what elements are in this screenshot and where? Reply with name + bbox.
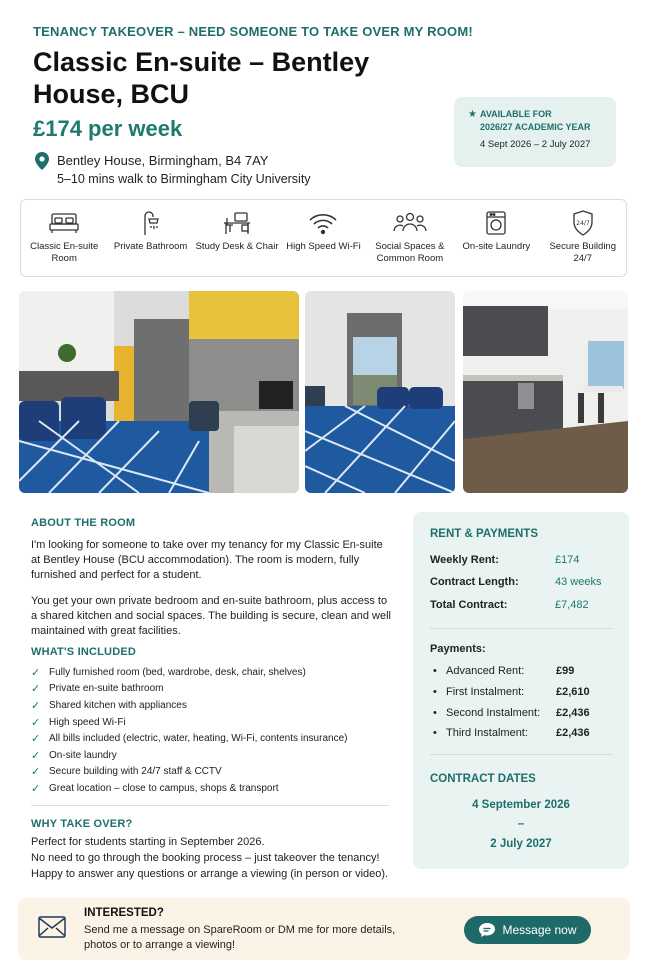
contract-dates-heading: CONTRACT DATES bbox=[430, 773, 536, 785]
message-now-label: Message now bbox=[502, 923, 577, 937]
feature-label: Classic En-suite Room bbox=[30, 241, 99, 264]
list-item: ✓ Private en-suite bathroom bbox=[31, 683, 164, 696]
list-item: ✓ Fully furnished room (bed, wardrobe, desk, chair, shelves) bbox=[31, 666, 306, 679]
feature-label: Private Bathroom bbox=[113, 241, 188, 252]
check-icon: ✓ bbox=[31, 749, 41, 762]
feature-room bbox=[22, 209, 106, 265]
walk-distance: 5–10 mins walk to Birmingham City University bbox=[57, 172, 311, 186]
feature-label: Secure Building 24/7 bbox=[549, 241, 616, 264]
list-item: ✓ On-site laundry bbox=[31, 749, 117, 762]
check-icon: ✓ bbox=[31, 699, 41, 712]
wifi-icon bbox=[308, 211, 338, 235]
bed-photo bbox=[305, 291, 455, 493]
features-strip bbox=[20, 199, 627, 277]
list-item: ✓ Secure building with 24/7 staff & CCTV bbox=[31, 766, 222, 779]
included-list bbox=[31, 664, 391, 797]
divider bbox=[31, 805, 389, 806]
contract-dash: – bbox=[517, 818, 525, 830]
list-item: ✓ Shared kitchen with appliances bbox=[31, 699, 187, 712]
availability-dates: 4 Sept 2026 – 2 July 2027 bbox=[480, 139, 591, 150]
divider bbox=[430, 754, 613, 755]
eyebrow-heading: TENANCY TAKEOVER – NEED SOMEONE TO TAKE OVER MY ROOM! bbox=[33, 24, 473, 39]
star-icon: ★ bbox=[468, 109, 477, 120]
chat-bubble-icon bbox=[478, 922, 496, 938]
why-heading: WHY TAKE OVER? bbox=[31, 818, 133, 830]
desk-icon bbox=[222, 210, 252, 236]
check-icon: ✓ bbox=[31, 716, 41, 729]
about-paragraph-2: You get your own private bedroom and en-suite bathroom, plus access to a shared kitchen and social spaces. The building is secure, clean and well maintained with great facilities. bbox=[31, 595, 391, 637]
feature-laundry bbox=[454, 209, 538, 253]
payment-row: • Third Instalment: £2,436 bbox=[433, 727, 590, 739]
why-line-3: Happy to answer any questions or arrange a viewing (in person or video). bbox=[31, 868, 389, 880]
bed-icon bbox=[48, 211, 80, 235]
availability-line2: 2026/27 ACADEMIC YEAR bbox=[480, 122, 591, 132]
rent-row-weekly: Weekly Rent: £174 bbox=[430, 554, 580, 566]
kitchen-photo bbox=[463, 291, 628, 493]
location-pin-icon bbox=[35, 152, 49, 170]
check-icon: ✓ bbox=[31, 782, 41, 795]
list-item: ✓ High speed Wi-Fi bbox=[31, 716, 126, 729]
about-heading: ABOUT THE ROOM bbox=[31, 517, 136, 529]
feature-wifi bbox=[281, 209, 365, 253]
check-icon: ✓ bbox=[31, 683, 41, 696]
bedroom-photo bbox=[19, 291, 299, 493]
contact-banner bbox=[18, 898, 630, 960]
why-line-2: No need to go through the booking process – just takeover the tenancy! bbox=[31, 852, 380, 864]
included-heading: WHAT'S INCLUDED bbox=[31, 646, 137, 658]
payment-row: • Second Instalment: £2,436 bbox=[433, 707, 590, 719]
rent-row-length: Contract Length: 43 weeks bbox=[430, 576, 602, 588]
feature-social bbox=[368, 209, 452, 265]
about-paragraph-1: I'm looking for someone to take over my tenancy for my Classic En-suite at Bentley House (BCU accommodation). The room is modern, fully furnished and perfect for a student. bbox=[31, 539, 383, 581]
page-title: Classic En-suite – Bentley House, BCU bbox=[33, 47, 370, 109]
feature-bathroom bbox=[109, 209, 193, 253]
check-icon: ✓ bbox=[31, 666, 41, 679]
contract-start: 4 September 2026 bbox=[472, 799, 570, 811]
check-icon: ✓ bbox=[31, 766, 41, 779]
feature-label: Study Desk & Chair bbox=[195, 241, 279, 252]
cta-text: Send me a message on SpareRoom or DM me for more details, photos or to arrange a viewing! bbox=[84, 924, 396, 951]
rent-heading: RENT & PAYMENTS bbox=[430, 528, 538, 540]
feature-label: On-site Laundry bbox=[462, 241, 531, 252]
list-item: ✓ Great location – close to campus, shops & transport bbox=[31, 782, 279, 795]
feature-security bbox=[541, 209, 625, 265]
cta-heading: INTERESTED? bbox=[84, 907, 164, 919]
feature-label: High Speed Wi-Fi bbox=[286, 241, 361, 252]
feature-label: Social Spaces & Common Room bbox=[375, 241, 445, 264]
availability-line1: AVAILABLE FOR bbox=[480, 109, 552, 119]
payment-row: • Advanced Rent: £99 bbox=[433, 665, 575, 677]
feature-desk bbox=[195, 209, 279, 253]
washer-icon bbox=[485, 210, 507, 236]
why-line-1: Perfect for students starting in September 2026. bbox=[31, 836, 265, 848]
payments-heading: Payments: bbox=[430, 643, 486, 655]
rent-row-total: Total Contract: £7,482 bbox=[430, 599, 589, 611]
people-icon bbox=[393, 211, 427, 235]
contract-end: 2 July 2027 bbox=[490, 838, 552, 850]
shower-icon bbox=[138, 210, 164, 236]
shield-icon bbox=[571, 209, 595, 237]
weekly-price: £174 per week bbox=[33, 116, 183, 141]
address: Bentley House, Birmingham, B4 7AY bbox=[57, 153, 269, 168]
check-icon: ✓ bbox=[31, 733, 41, 746]
payment-row: • First Instalment: £2,610 bbox=[433, 686, 590, 698]
list-item: ✓ All bills included (electric, water, heating, Wi-Fi, contents insurance) bbox=[31, 733, 348, 746]
message-now-button[interactable] bbox=[464, 916, 591, 944]
shield-text: 24/7 bbox=[575, 220, 590, 227]
rent-panel bbox=[413, 512, 629, 869]
mail-icon bbox=[38, 916, 66, 938]
availability-box bbox=[454, 97, 616, 167]
divider bbox=[430, 628, 613, 629]
